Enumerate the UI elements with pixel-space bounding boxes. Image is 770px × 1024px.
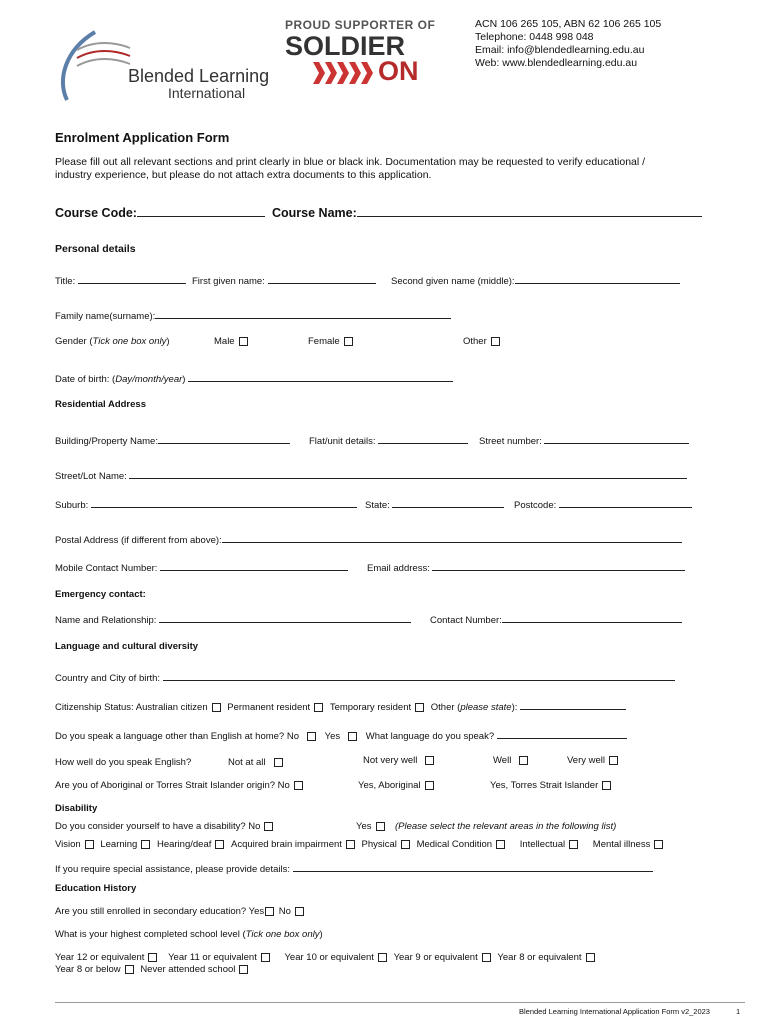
postal-label: Postal Address (if different from above): xyxy=(55,535,222,546)
speak-other-no-checkbox[interactable] xyxy=(307,732,316,741)
other-state-hint: please state xyxy=(460,702,512,713)
street-lot-label: Street/Lot Name: xyxy=(55,471,127,482)
disability-hint: (Please select the relevant areas in the following list) xyxy=(395,821,617,832)
speak-other-row xyxy=(55,728,627,742)
country-city-field[interactable] xyxy=(55,670,675,684)
vision-checkbox[interactable] xyxy=(85,840,94,849)
what-language-label: What language do you speak? xyxy=(365,731,495,742)
footer-divider xyxy=(55,1002,745,1003)
not-at-all-label: Not at all xyxy=(228,757,266,768)
second-name-field[interactable] xyxy=(391,273,680,287)
yes-torres-label: Yes, Torres Strait Islander xyxy=(490,780,599,791)
family-name-label: Family name(surname): xyxy=(55,311,156,322)
page-number: 1 xyxy=(736,1007,741,1016)
well-label: Well xyxy=(493,755,512,766)
course-name-label: Course Name: xyxy=(272,206,357,220)
speak-other-no-label: Do you speak a language other than English at home? No xyxy=(55,731,299,742)
australian-citizen-checkbox[interactable] xyxy=(212,703,221,712)
gender-male[interactable] xyxy=(214,336,248,347)
disability-no[interactable] xyxy=(55,821,273,832)
acn-abn: ACN 106 265 105, ABN 62 106 265 105 xyxy=(475,18,662,30)
what-language-line[interactable] xyxy=(497,728,627,739)
aboriginal-question-label: Are you of Aboriginal or Torres Strait Islander origin? No xyxy=(55,780,290,791)
female-checkbox[interactable] xyxy=(344,337,353,346)
hearing-label: Hearing/deaf xyxy=(156,839,212,850)
enrolled-yes-checkbox[interactable] xyxy=(265,907,274,916)
name-relationship-field[interactable] xyxy=(55,612,411,626)
aboriginal-no[interactable] xyxy=(55,780,303,791)
country-city-label: Country and City of birth: xyxy=(55,673,161,684)
yes-torres-checkbox[interactable] xyxy=(602,781,611,790)
year11-label: Year 11 or equivalent xyxy=(168,952,257,963)
mobile-field[interactable] xyxy=(55,560,348,574)
year11-checkbox[interactable] xyxy=(261,953,270,962)
name-relationship-label: Name and Relationship: xyxy=(55,615,157,626)
speak-other-yes-checkbox[interactable] xyxy=(348,732,357,741)
very-well[interactable] xyxy=(567,755,618,766)
contact-number-label: Contact Number: xyxy=(430,615,502,626)
other-label: Other xyxy=(463,336,487,347)
blended-learning-logo xyxy=(55,30,135,107)
not-at-all-checkbox[interactable] xyxy=(274,758,283,767)
other-state-line[interactable] xyxy=(520,699,626,710)
medical-label: Medical Condition xyxy=(416,839,493,850)
education-heading: Education History xyxy=(55,883,137,894)
course-code-field[interactable] xyxy=(55,206,265,220)
mobile-label: Mobile Contact Number: xyxy=(55,563,158,574)
speak-other-yes-label: Yes xyxy=(324,731,341,742)
female-label: Female xyxy=(308,336,340,347)
learning-label: Learning xyxy=(100,839,138,850)
other-checkbox[interactable] xyxy=(491,337,500,346)
not-very-well-checkbox[interactable] xyxy=(425,756,434,765)
yes-aboriginal-label: Yes, Aboriginal xyxy=(358,780,421,791)
flat-label: Flat/unit details: xyxy=(309,436,376,447)
learning-checkbox[interactable] xyxy=(141,840,150,849)
street-lot-field[interactable] xyxy=(55,468,687,482)
not-very-well-label: Not very well xyxy=(363,755,418,766)
brand-name: Blended Learning xyxy=(128,66,270,86)
title-label: Title: xyxy=(55,276,76,287)
temporary-resident-label: Temporary resident xyxy=(329,702,412,713)
disability-no-checkbox[interactable] xyxy=(264,822,273,831)
year10-checkbox[interactable] xyxy=(378,953,387,962)
dob-field[interactable]: Date of birth: (Day/month/year) xyxy=(55,371,453,385)
disability-yes[interactable] xyxy=(356,821,385,832)
email-label: Email address: xyxy=(367,563,430,574)
acquired-label: Acquired brain impairment xyxy=(231,839,342,850)
telephone: Telephone: 0448 998 048 xyxy=(475,31,594,43)
well[interactable] xyxy=(493,755,528,766)
yes-aboriginal[interactable] xyxy=(358,780,434,791)
physical-checkbox[interactable] xyxy=(401,840,410,849)
year8-label: Year 8 or equivalent xyxy=(497,952,582,963)
year8-checkbox[interactable] xyxy=(586,953,595,962)
first-name-field[interactable] xyxy=(192,273,376,287)
other-state-label: Other ( xyxy=(430,702,461,713)
enrolled-no-checkbox[interactable] xyxy=(295,907,304,916)
highest-level-label: What is your highest completed school level (Tick one box only) xyxy=(55,929,323,940)
school-level-row-2 xyxy=(55,964,248,975)
suburb-label: Suburb: xyxy=(55,500,89,511)
state-label: State: xyxy=(365,500,390,511)
sponsor-on: ON xyxy=(378,56,419,86)
how-well-label: How well do you speak English? xyxy=(55,757,192,768)
special-assistance-field[interactable] xyxy=(55,861,653,875)
gender-female[interactable] xyxy=(308,336,353,347)
course-code-label: Course Code: xyxy=(55,206,137,220)
enrolled-no-label: No xyxy=(278,906,291,917)
intro-line-2: industry experience, but please do not attach extra documents to this application. xyxy=(55,169,432,181)
chevron-pattern-icon xyxy=(313,62,383,84)
sponsor-top: PROUD SUPPORTER OF xyxy=(285,18,436,32)
year8-below-checkbox[interactable] xyxy=(125,965,134,974)
australian-citizen-label: Citizenship Status: Australian citizen xyxy=(55,702,208,713)
family-name-field[interactable] xyxy=(55,308,451,322)
disability-yes-checkbox[interactable] xyxy=(376,822,385,831)
flat-field[interactable] xyxy=(309,433,468,447)
very-well-label: Very well xyxy=(567,755,606,766)
year9-checkbox[interactable] xyxy=(482,953,491,962)
year12-checkbox[interactable] xyxy=(148,953,157,962)
not-very-well[interactable] xyxy=(363,755,434,766)
language-heading: Language and cultural diversity xyxy=(55,641,199,652)
year10-label: Year 10 or equivalent xyxy=(284,952,374,963)
male-checkbox[interactable] xyxy=(239,337,248,346)
suburb-field[interactable] xyxy=(55,497,357,511)
vision-label: Vision xyxy=(55,839,81,850)
disability-heading: Disability xyxy=(55,803,98,814)
postcode-field[interactable] xyxy=(514,497,692,511)
permanent-resident-checkbox[interactable] xyxy=(314,703,323,712)
building-field[interactable] xyxy=(55,433,290,447)
personal-heading: Personal details xyxy=(55,243,136,255)
emergency-heading: Emergency contact: xyxy=(55,589,146,600)
state-field[interactable] xyxy=(365,497,504,511)
mental-checkbox[interactable] xyxy=(654,840,663,849)
yes-torres[interactable] xyxy=(490,780,611,791)
title-field[interactable] xyxy=(55,273,186,287)
year12-label: Year 12 or equivalent xyxy=(55,952,145,963)
first-name-label: First given name: xyxy=(192,276,265,287)
website: Web: www.blendedlearning.edu.au xyxy=(475,57,638,69)
well-checkbox[interactable] xyxy=(519,756,528,765)
never-attended-label: Never attended school xyxy=(140,964,236,975)
intro-line-1: Please fill out all relevant sections and print clearly in blue or black ink. Documentation may be requested to verify educational / xyxy=(55,156,646,168)
gender-other[interactable] xyxy=(463,336,500,347)
disability-question-label: Do you consider yourself to have a disability? No xyxy=(55,821,261,832)
soldier-on-logo xyxy=(285,18,435,86)
year8-below-label: Year 8 or below xyxy=(55,964,121,975)
brand-subtitle: International xyxy=(168,85,246,101)
hearing-checkbox[interactable] xyxy=(215,840,224,849)
mental-label: Mental illness xyxy=(592,839,651,850)
intellectual-label: Intellectual xyxy=(519,839,566,850)
never-attended-checkbox[interactable] xyxy=(239,965,248,974)
gender-label: Gender (Tick one box only) xyxy=(55,336,170,347)
contact-block xyxy=(475,18,661,70)
disability-areas-row xyxy=(55,839,663,850)
very-well-checkbox[interactable] xyxy=(609,756,618,765)
citizenship-row: Citizenship Status: Australian citizen Permanent resident Temporary resident Other (please state): xyxy=(55,699,626,713)
intellectual-checkbox[interactable] xyxy=(569,840,578,849)
year9-label: Year 9 or equivalent xyxy=(393,952,478,963)
sponsor-soldier: SOLDIER xyxy=(285,31,406,61)
disability-yes-label: Yes xyxy=(356,821,372,832)
footer-text: Blended Learning International Application Form v2_2023 xyxy=(519,1007,710,1016)
special-assistance-label: If you require special assistance, please provide details: xyxy=(55,864,290,875)
physical-label: Physical xyxy=(361,839,397,850)
not-at-all[interactable] xyxy=(228,757,283,768)
form-title: Enrolment Application Form xyxy=(55,130,230,145)
building-label: Building/Property Name: xyxy=(55,436,158,447)
street-number-label: Street number: xyxy=(479,436,542,447)
permanent-resident-label: Permanent resident xyxy=(227,702,311,713)
email: Email: info@blendedlearning.edu.au xyxy=(475,44,645,56)
street-number-field[interactable] xyxy=(479,433,689,447)
enrolled-row xyxy=(55,906,304,917)
school-level-row-1 xyxy=(55,952,595,963)
acquired-checkbox[interactable] xyxy=(346,840,355,849)
aboriginal-no-checkbox[interactable] xyxy=(294,781,303,790)
postcode-label: Postcode: xyxy=(514,500,557,511)
residential-heading: Residential Address xyxy=(55,399,146,410)
second-name-label: Second given name (middle): xyxy=(391,276,515,287)
course-name-field[interactable] xyxy=(272,206,702,220)
male-label: Male xyxy=(214,336,235,347)
enrolled-yes-label: Are you still enrolled in secondary education? Yes xyxy=(55,906,265,917)
contact-number-field[interactable] xyxy=(430,612,682,626)
postal-field[interactable] xyxy=(55,532,682,546)
temporary-resident-checkbox[interactable] xyxy=(415,703,424,712)
email-field[interactable] xyxy=(367,560,685,574)
yes-aboriginal-checkbox[interactable] xyxy=(425,781,434,790)
medical-checkbox[interactable] xyxy=(496,840,505,849)
